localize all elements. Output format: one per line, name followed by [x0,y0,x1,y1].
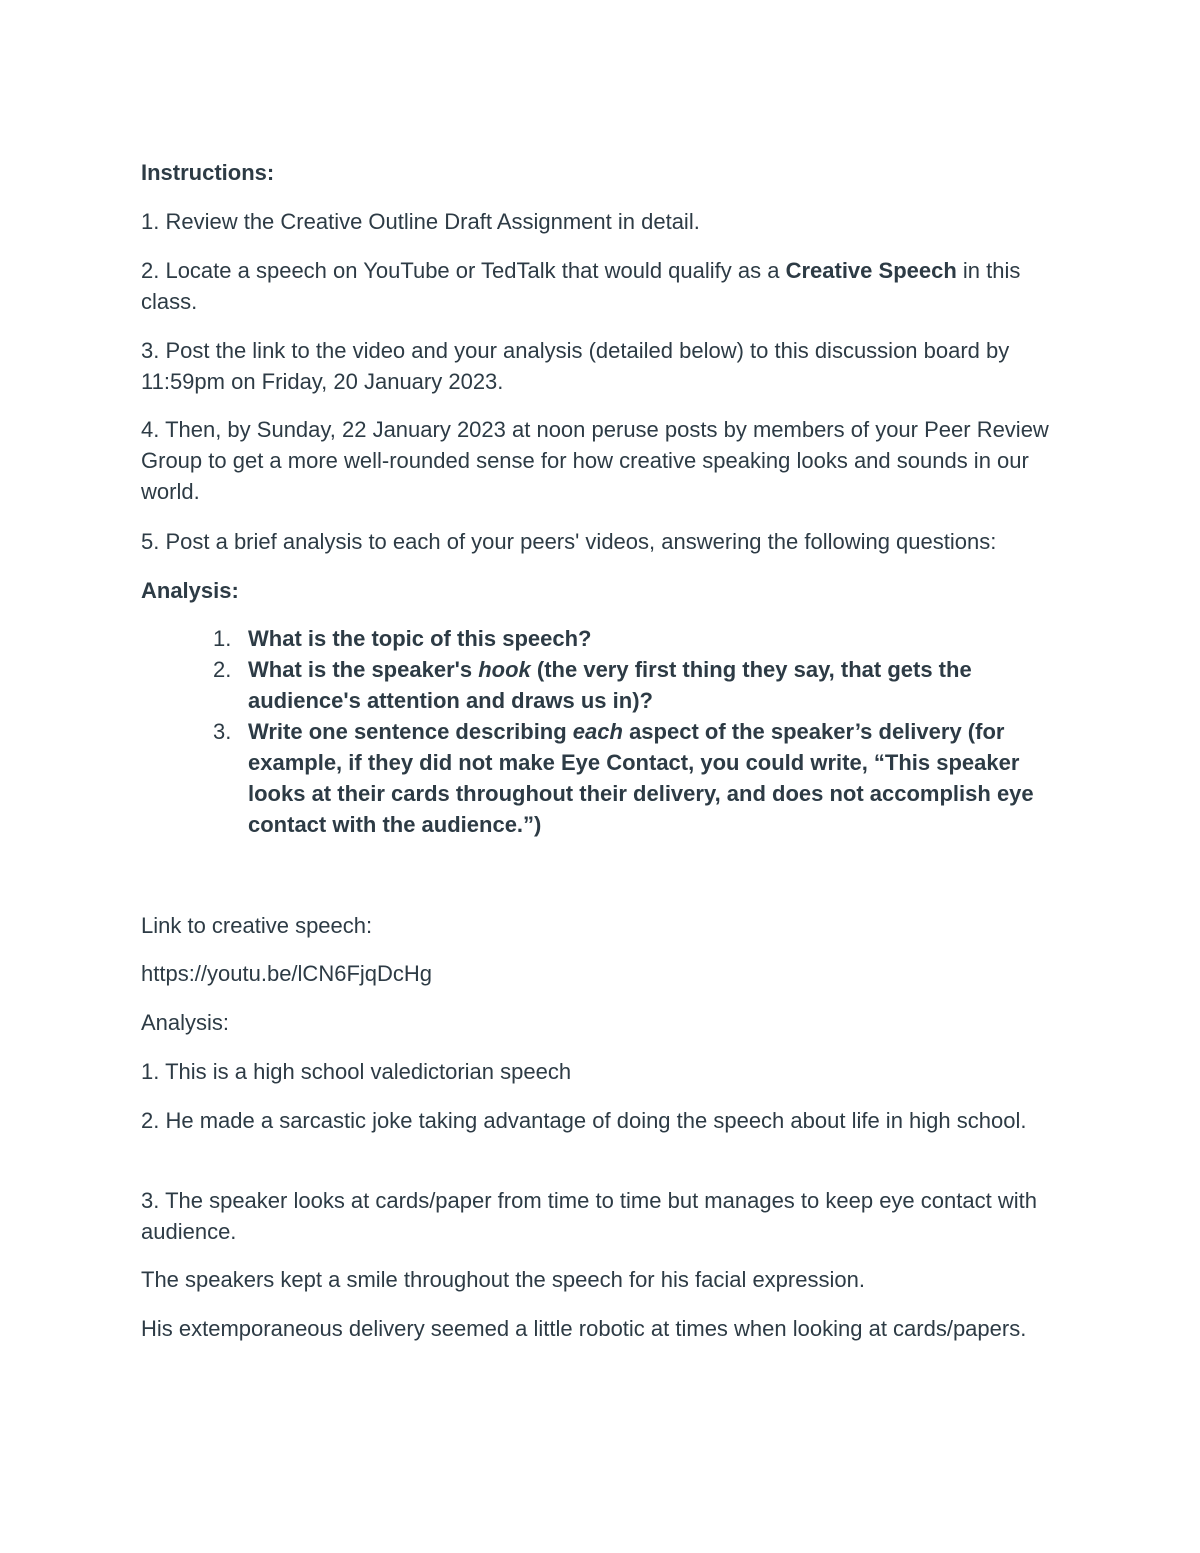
each-term: each [572,719,623,744]
analysis-question-3 [141,716,1071,840]
creative-speech-term: Creative Speech [785,258,957,283]
instruction-step-5: 5. Post a brief analysis to each of your peers' videos, answering the following questions: [141,529,997,554]
question-text: What is the topic of this speech? [248,626,592,651]
analysis-answer-facial-expression: The speakers kept a smile throughout the speech for his facial expression. [141,1267,865,1292]
question-number: 3. [213,719,232,744]
instruction-step-3: 3. Post the link to the video and your analysis (detailed below) to this discussion board by 11:59pm on Friday, 20 January 2023. [141,338,1010,394]
question-number: 1. [213,626,232,651]
analysis-question-1 [141,623,1071,654]
speech-link[interactable]: https://youtu.be/lCN6FjqDcHg [141,961,433,986]
instruction-step-4: 4. Then, by Sunday, 22 January 2023 at noon peruse posts by members of your Peer Review Group to get a more well-rounded sense for how creative speaking looks and sounds in our world. [141,417,1049,504]
analysis-questions-list [141,623,1071,840]
question-text-tail: (the very first thing they say, that gets the audience's attention and draws us in)? [248,657,972,713]
hook-term: hook [478,657,531,682]
instruction-step-2-text: 2. Locate a speech on YouTube or TedTalk that would qualify as a [141,258,786,283]
analysis-label: Analysis: [141,1010,230,1035]
analysis-answer-1: 1. This is a high school valedictorian speech [141,1059,572,1084]
analysis-answer-3: 3. The speaker looks at cards/paper from time to time but manages to keep eye contact with audience. [141,1188,1037,1244]
question-number: 2. [213,657,232,682]
instruction-step-1: 1. Review the Creative Outline Draft Assignment in detail. [141,209,700,234]
question-text-tail: aspect of the speaker’s delivery (for example, if they did not make Eye Contact, you could write, “This speaker looks at their cards throughout their delivery, and does not accomplish eye contact with the audience.”) [248,719,1034,837]
analysis-answer-delivery: His extemporaneous delivery seemed a little robotic at times when looking at cards/papers. [141,1316,1027,1341]
analysis-question-2 [141,654,1071,716]
instruction-step-2 [141,255,1061,317]
link-label: Link to creative speech: [141,913,373,938]
question-text: What is the speaker's [248,657,479,682]
instructions-heading: Instructions: [141,160,275,185]
instruction-step-2-tail: in this class. [141,258,1021,314]
question-text: Write one sentence describing [248,719,573,744]
analysis-answer-2: 2. He made a sarcastic joke taking advantage of doing the speech about life in high school. [141,1108,1027,1133]
analysis-questions-heading: Analysis: [141,578,239,603]
